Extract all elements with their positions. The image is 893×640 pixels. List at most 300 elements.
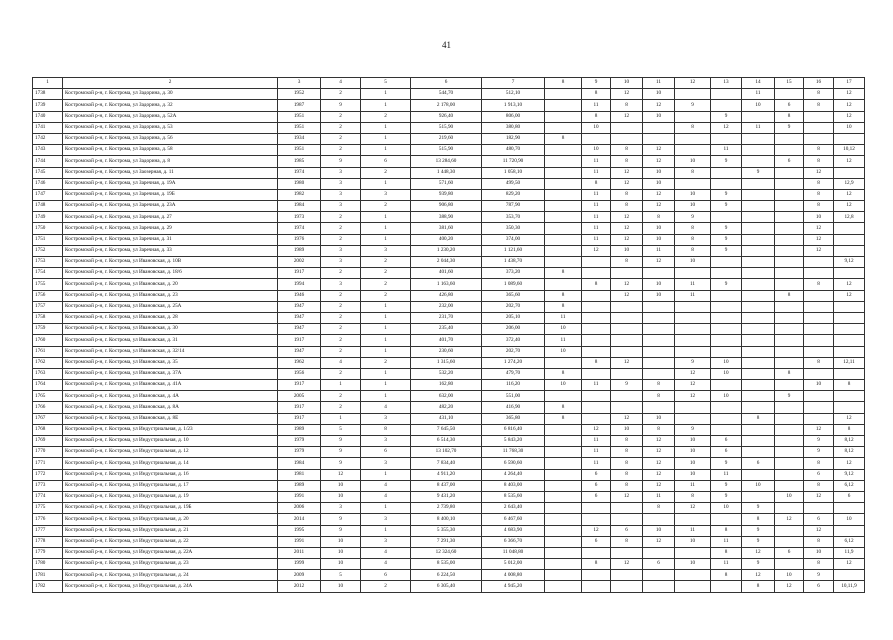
table-cell: 12: [611, 178, 643, 189]
table-cell: [611, 503, 643, 514]
table-cell: [643, 402, 675, 413]
table-row: [33, 279, 865, 290]
table-cell: 11: [742, 89, 775, 100]
table-cell: [545, 469, 582, 480]
table-cell: [611, 346, 643, 357]
table-cell: 1989: [278, 424, 321, 435]
table-cell: 12: [804, 491, 834, 502]
table-cell: 12: [611, 413, 643, 424]
table-cell: 12: [643, 436, 675, 447]
table-cell: 8: [545, 268, 582, 279]
table-row: [33, 122, 865, 133]
table-cell: [711, 212, 742, 223]
table-cell: 3: [361, 514, 411, 525]
table-cell: [742, 279, 775, 290]
table-cell: 1991: [278, 491, 321, 502]
table-cell: [834, 312, 865, 323]
table-cell: 1987: [278, 100, 321, 111]
table-cell: 12: [611, 357, 643, 368]
table-cell: 1 089,60: [482, 279, 545, 290]
table-cell: 8: [361, 424, 411, 435]
table-cell: 10: [804, 380, 834, 391]
table-cell: 8: [545, 133, 582, 144]
column-header-8: 8: [545, 78, 582, 89]
table-cell: [775, 324, 804, 335]
table-cell: 12: [675, 391, 711, 402]
table-cell: 1952: [278, 89, 321, 100]
table-cell: 9: [321, 458, 361, 469]
table-cell: [742, 324, 775, 335]
table-cell: 2002: [278, 257, 321, 268]
table-cell: [611, 581, 643, 592]
table-cell: 12: [834, 89, 865, 100]
table-cell: [742, 301, 775, 312]
table-cell: 12: [643, 100, 675, 111]
table-cell: 10: [321, 536, 361, 547]
table-cell: 162,80: [411, 380, 482, 391]
table-cell: 2: [321, 122, 361, 133]
table-cell: 8 403,00: [482, 480, 545, 491]
table-row: [33, 290, 865, 301]
table-cell: 1760: [33, 335, 63, 346]
table-cell: 8: [804, 156, 834, 167]
table-cell: [611, 570, 643, 581]
address-cell: Костромской р-н, г. Кострома, ул Индустриальная, д. 20: [63, 514, 278, 525]
table-cell: 571,60: [411, 178, 482, 189]
table-cell: 8: [611, 447, 643, 458]
table-cell: 2: [321, 301, 361, 312]
table-cell: [611, 514, 643, 525]
table-cell: 1738: [33, 89, 63, 100]
table-row: [33, 380, 865, 391]
table-cell: 4: [361, 480, 411, 491]
table-row: [33, 335, 865, 346]
table-cell: [775, 268, 804, 279]
table-cell: 10: [643, 178, 675, 189]
table-cell: 11: [643, 491, 675, 502]
table-cell: 1: [361, 380, 411, 391]
table-cell: [643, 312, 675, 323]
column-header-1: 1: [33, 78, 63, 89]
table-cell: 1989: [278, 245, 321, 256]
table-cell: [775, 201, 804, 212]
address-cell: Костромской р-н, г. Кострома, ул Индустриальная, д. 10: [63, 436, 278, 447]
table-cell: 515,90: [411, 145, 482, 156]
table-cell: 8: [804, 178, 834, 189]
table-cell: 1: [361, 145, 411, 156]
table-cell: [775, 436, 804, 447]
table-cell: 1956: [278, 368, 321, 379]
address-cell: Костромской р-н, г. Кострома, ул Ивановская, д. 28: [63, 312, 278, 323]
table-cell: [582, 257, 611, 268]
table-cell: [711, 100, 742, 111]
table-cell: 10,12: [834, 145, 865, 156]
address-cell: Костромской р-н, г. Кострома, ул Задорина, д. 58: [63, 145, 278, 156]
table-cell: [545, 536, 582, 547]
table-cell: 3: [361, 189, 411, 200]
table-cell: [675, 335, 711, 346]
table-cell: 6 224,50: [411, 570, 482, 581]
table-cell: [804, 391, 834, 402]
table-cell: [545, 156, 582, 167]
table-cell: [742, 357, 775, 368]
table-cell: [804, 257, 834, 268]
table-cell: 8: [545, 368, 582, 379]
table-cell: 6: [742, 458, 775, 469]
table-cell: [742, 469, 775, 480]
table-cell: [775, 413, 804, 424]
table-cell: 12: [611, 234, 643, 245]
table-cell: 10: [675, 469, 711, 480]
table-cell: 1976: [278, 234, 321, 245]
table-cell: 11: [675, 290, 711, 301]
table-cell: 8: [834, 424, 865, 435]
table-cell: [711, 424, 742, 435]
table-cell: 1741: [33, 122, 63, 133]
table-cell: 1778: [33, 536, 63, 547]
table-cell: 1749: [33, 212, 63, 223]
table-cell: [804, 413, 834, 424]
column-header-11: 11: [643, 78, 675, 89]
table-cell: 12: [834, 100, 865, 111]
table-cell: 2: [321, 268, 361, 279]
table-cell: 1917: [278, 268, 321, 279]
table-cell: [742, 145, 775, 156]
table-cell: [545, 514, 582, 525]
table-cell: 401,70: [411, 335, 482, 346]
table-cell: 10: [321, 480, 361, 491]
table-cell: 2: [361, 357, 411, 368]
table-cell: [804, 402, 834, 413]
table-cell: 11: [545, 312, 582, 323]
table-row: [33, 547, 865, 558]
table-cell: 12: [643, 145, 675, 156]
table-cell: 6: [711, 436, 742, 447]
table-cell: 12: [804, 424, 834, 435]
table-cell: 10: [804, 547, 834, 558]
table-cell: 2011: [278, 547, 321, 558]
table-cell: 10: [545, 380, 582, 391]
table-cell: 632,00: [411, 391, 482, 402]
table-cell: 11: [582, 167, 611, 178]
table-cell: 9: [804, 447, 834, 458]
table-cell: [711, 257, 742, 268]
table-cell: 1962: [278, 357, 321, 368]
table-cell: 4: [361, 547, 411, 558]
table-cell: 11: [582, 100, 611, 111]
table-cell: 12: [582, 245, 611, 256]
table-cell: 8: [611, 189, 643, 200]
table-cell: 11 768,30: [482, 447, 545, 458]
column-header-9: 9: [582, 78, 611, 89]
table-cell: 6: [643, 559, 675, 570]
address-cell: Костромской р-н, г. Кострома, ул Индустриальная, д. 21: [63, 525, 278, 536]
address-cell: Костромской р-н, г. Кострома, ул Заречная, д. 29: [63, 223, 278, 234]
table-row: [33, 559, 865, 570]
table-cell: [545, 111, 582, 122]
table-cell: 9: [675, 212, 711, 223]
table-cell: 10: [643, 279, 675, 290]
table-cell: 12: [643, 447, 675, 458]
table-cell: [711, 380, 742, 391]
table-cell: 8: [611, 480, 643, 491]
table-cell: [545, 458, 582, 469]
table-cell: 8: [545, 290, 582, 301]
table-row: [33, 257, 865, 268]
table-cell: 1984: [278, 201, 321, 212]
table-cell: [742, 346, 775, 357]
page-number: 41: [442, 40, 451, 50]
table-cell: 10: [711, 368, 742, 379]
table-cell: [804, 324, 834, 335]
table-cell: 8: [611, 156, 643, 167]
table-cell: 8 535,60: [482, 491, 545, 502]
table-cell: 1769: [33, 436, 63, 447]
table-cell: 10: [582, 122, 611, 133]
table-cell: 1752: [33, 245, 63, 256]
table-cell: [775, 167, 804, 178]
table-cell: 12: [582, 424, 611, 435]
table-cell: 9: [775, 391, 804, 402]
table-cell: 373,20: [482, 268, 545, 279]
table-cell: 11: [582, 447, 611, 458]
table-cell: [742, 189, 775, 200]
table-cell: [643, 346, 675, 357]
table-cell: 8: [611, 201, 643, 212]
table-cell: [775, 536, 804, 547]
table-cell: 11: [582, 156, 611, 167]
table-cell: [545, 167, 582, 178]
table-cell: 1974: [278, 167, 321, 178]
table-cell: 2005: [278, 391, 321, 402]
table-cell: 1754: [33, 268, 63, 279]
table-cell: 1: [361, 346, 411, 357]
table-cell: 8: [711, 547, 742, 558]
table-cell: 2: [361, 111, 411, 122]
table-cell: [775, 525, 804, 536]
table-cell: 8: [775, 290, 804, 301]
table-cell: 10: [675, 559, 711, 570]
table-cell: 10: [643, 89, 675, 100]
table-cell: 12,11: [834, 357, 865, 368]
table-cell: 1: [361, 391, 411, 402]
table-cell: 1765: [33, 391, 63, 402]
table-cell: 6: [582, 491, 611, 502]
table-cell: [545, 503, 582, 514]
table-cell: 1751: [33, 234, 63, 245]
table-cell: 9: [321, 514, 361, 525]
column-header-12: 12: [675, 78, 711, 89]
table-cell: [582, 570, 611, 581]
table-cell: 1: [361, 122, 411, 133]
table-cell: [834, 368, 865, 379]
table-cell: 6: [582, 480, 611, 491]
table-cell: 12: [834, 559, 865, 570]
column-header-14: 14: [742, 78, 775, 89]
table-cell: 8 535,00: [411, 559, 482, 570]
table-cell: 11: [582, 458, 611, 469]
table-cell: 2: [321, 145, 361, 156]
table-cell: [804, 268, 834, 279]
table-cell: 1: [361, 234, 411, 245]
table-cell: 9: [711, 480, 742, 491]
table-cell: 9: [711, 491, 742, 502]
table-row: [33, 156, 865, 167]
address-cell: Костромской р-н, г. Кострома, ул Ивановская, д. 41А: [63, 380, 278, 391]
table-cell: 8,12: [834, 447, 865, 458]
table-cell: 235,40: [411, 324, 482, 335]
table-cell: [711, 402, 742, 413]
address-cell: Костромской р-н, г. Кострома, ул Индустриальная, д. 12: [63, 447, 278, 458]
table-cell: 1 438,70: [482, 257, 545, 268]
table-cell: 11: [582, 189, 611, 200]
table-cell: 3: [321, 257, 361, 268]
table-cell: [675, 581, 711, 592]
table-cell: [675, 312, 711, 323]
table-row: [33, 570, 865, 581]
table-cell: 1989: [278, 480, 321, 491]
table-cell: 1766: [33, 402, 63, 413]
table-cell: [545, 391, 582, 402]
address-cell: Костромской р-н, г. Кострома, ул Индустриальная, д. 17: [63, 480, 278, 491]
column-header-16: 16: [804, 78, 834, 89]
table-cell: [545, 570, 582, 581]
table-cell: 12: [611, 491, 643, 502]
table-cell: 6: [804, 469, 834, 480]
table-cell: 479,70: [482, 368, 545, 379]
table-row: [33, 212, 865, 223]
table-cell: 9: [711, 189, 742, 200]
table-cell: 6: [361, 570, 411, 581]
table-cell: 12: [611, 223, 643, 234]
table-row: [33, 167, 865, 178]
table-cell: 6: [711, 447, 742, 458]
table-cell: [582, 324, 611, 335]
table-cell: [611, 122, 643, 133]
table-cell: [611, 133, 643, 144]
table-row: [33, 368, 865, 379]
table-cell: [804, 290, 834, 301]
column-header-7: 7: [482, 78, 545, 89]
table-cell: 205,10: [482, 312, 545, 323]
table-cell: 4: [361, 402, 411, 413]
table-cell: 380,80: [482, 122, 545, 133]
table-cell: 1: [361, 312, 411, 323]
table-cell: 6: [775, 156, 804, 167]
table-cell: [775, 357, 804, 368]
table-cell: 12: [643, 458, 675, 469]
table-cell: 10: [611, 424, 643, 435]
table-cell: [545, 245, 582, 256]
table-cell: [643, 268, 675, 279]
table-cell: 426,80: [411, 290, 482, 301]
table-cell: 8: [742, 514, 775, 525]
table-cell: 1: [361, 100, 411, 111]
table-cell: 12: [675, 368, 711, 379]
address-cell: Костромской р-н, г. Кострома, ул Индустриальная, д. 19: [63, 491, 278, 502]
table-cell: [711, 514, 742, 525]
table-cell: 1973: [278, 212, 321, 223]
table-cell: 7 834,40: [411, 458, 482, 469]
table-cell: 232,00: [411, 301, 482, 312]
table-row: [33, 447, 865, 458]
table-cell: 2: [321, 111, 361, 122]
table-cell: 8: [675, 234, 711, 245]
table-cell: 2: [321, 335, 361, 346]
table-cell: [775, 212, 804, 223]
table-cell: 1995: [278, 525, 321, 536]
table-cell: 1: [361, 133, 411, 144]
table-cell: 6: [611, 525, 643, 536]
table-cell: 12: [742, 570, 775, 581]
table-cell: [775, 189, 804, 200]
table-cell: 787,90: [482, 201, 545, 212]
table-cell: 8: [611, 100, 643, 111]
table-cell: 2: [321, 346, 361, 357]
table-cell: 8: [643, 380, 675, 391]
table-cell: [545, 547, 582, 558]
table-cell: [545, 178, 582, 189]
table-cell: 8: [611, 458, 643, 469]
table-cell: 8: [643, 424, 675, 435]
table-cell: [775, 559, 804, 570]
table-cell: 1756: [33, 290, 63, 301]
table-cell: [545, 189, 582, 200]
table-cell: 1 448,30: [411, 167, 482, 178]
table-cell: 12: [611, 559, 643, 570]
table-cell: 2 739,80: [411, 503, 482, 514]
table-cell: 11: [582, 201, 611, 212]
table-cell: 11: [643, 245, 675, 256]
table-cell: [775, 245, 804, 256]
table-cell: 1 230,20: [411, 245, 482, 256]
table-cell: 9: [321, 156, 361, 167]
table-cell: 1: [361, 525, 411, 536]
table-row: [33, 111, 865, 122]
table-cell: [775, 380, 804, 391]
table-cell: 499,50: [482, 178, 545, 189]
table-header-row: [33, 78, 865, 89]
table-cell: 10: [834, 122, 865, 133]
table-cell: 9,12: [834, 257, 865, 268]
table-cell: 10: [321, 491, 361, 502]
table-row: [33, 100, 865, 111]
table-cell: [775, 480, 804, 491]
table-cell: 12: [643, 257, 675, 268]
table-cell: 202,70: [482, 301, 545, 312]
table-cell: 9: [611, 380, 643, 391]
table-row: [33, 324, 865, 335]
table-cell: [775, 402, 804, 413]
table-cell: 1747: [33, 189, 63, 200]
address-cell: Костромской р-н, г. Кострома, ул Ивановская, д. 32/14: [63, 346, 278, 357]
table-cell: 8: [643, 212, 675, 223]
table-cell: 1744: [33, 156, 63, 167]
table-cell: 8: [675, 245, 711, 256]
address-cell: Костромской р-н, г. Кострома, ул Индустриальная, д. 1/23: [63, 424, 278, 435]
table-cell: 2009: [278, 570, 321, 581]
table-cell: 2012: [278, 581, 321, 592]
table-cell: 926,40: [411, 111, 482, 122]
table-cell: 12: [804, 525, 834, 536]
column-header-4: 4: [321, 78, 361, 89]
table-row: [33, 178, 865, 189]
table-cell: 8: [804, 189, 834, 200]
table-cell: 9: [742, 536, 775, 547]
table-cell: 10,11,9: [834, 581, 865, 592]
address-cell: Костромской р-н, г. Кострома, ул Заречная, д. 19Б: [63, 189, 278, 200]
table-cell: 9: [775, 122, 804, 133]
